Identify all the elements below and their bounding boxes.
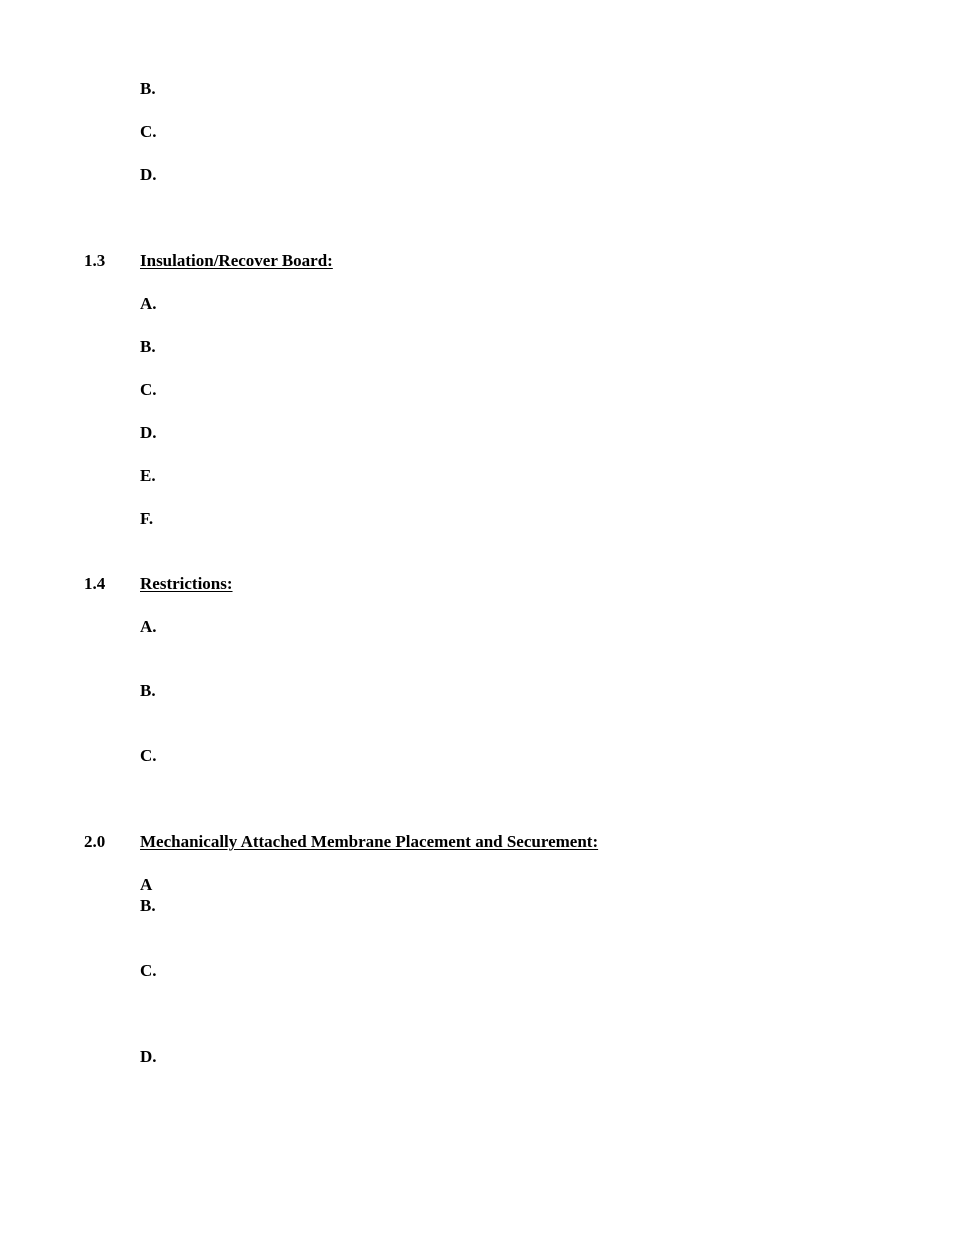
list-item: A bbox=[140, 875, 153, 894]
list-item: D. bbox=[140, 423, 157, 442]
list-item: C. bbox=[140, 961, 157, 980]
section-heading: Mechanically Attached Membrane Placement and Securement: bbox=[140, 832, 599, 851]
list-item: B. bbox=[140, 337, 156, 356]
section-number: 1.4 bbox=[84, 574, 106, 593]
list-item: B. bbox=[140, 681, 156, 700]
section-number: 2.0 bbox=[84, 832, 106, 851]
section-heading: Insulation/Recover Board: bbox=[140, 251, 333, 270]
list-item: A. bbox=[140, 617, 157, 636]
section-heading: Restrictions: bbox=[140, 574, 233, 593]
section-number: 1.3 bbox=[84, 251, 106, 270]
list-item: C. bbox=[140, 746, 157, 765]
list-item: C. bbox=[140, 122, 157, 141]
list-item: B. bbox=[140, 79, 156, 98]
list-item: E. bbox=[140, 466, 156, 485]
list-item: F. bbox=[140, 509, 154, 528]
list-item: D. bbox=[140, 165, 157, 184]
list-item: A. bbox=[140, 294, 157, 313]
list-item: D. bbox=[140, 1047, 157, 1066]
list-item: B. bbox=[140, 896, 156, 915]
list-item: C. bbox=[140, 380, 157, 399]
